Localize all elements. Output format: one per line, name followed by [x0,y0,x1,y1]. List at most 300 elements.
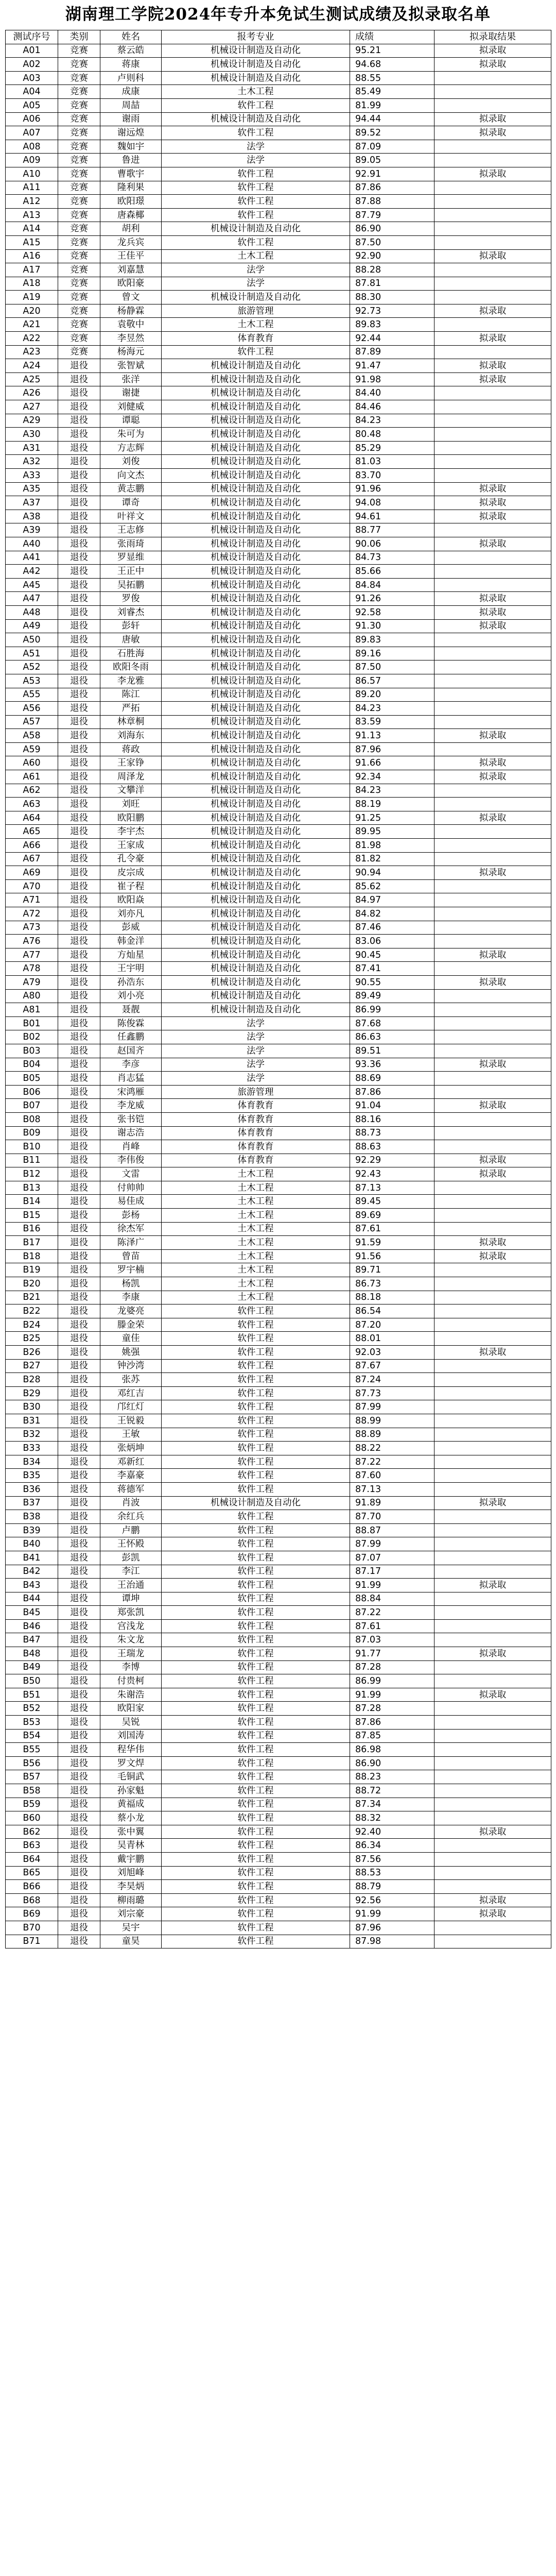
name-cell: 王正中 [100,565,162,579]
score-cell: 91.25 [350,811,435,825]
table-row [6,44,551,58]
score-cell: 87.70 [350,1510,435,1524]
table-row [6,893,551,907]
category-cell: 退役 [58,1154,100,1167]
result-cell [435,1318,551,1332]
name-cell: 彭轩 [100,619,162,633]
name-cell: 吴青林 [100,1839,162,1853]
table-row [6,1880,551,1894]
test-number-cell: B28 [6,1373,58,1387]
table-row [6,332,551,346]
result-cell: 拟录取 [435,1099,551,1113]
result-cell [435,263,551,277]
category-cell: 退役 [58,1428,100,1442]
table-row [6,1304,551,1318]
table-row [6,702,551,716]
test-number-cell: B19 [6,1263,58,1277]
category-cell: 退役 [58,1346,100,1360]
score-cell: 95.21 [350,44,435,58]
category-cell: 退役 [58,1716,100,1730]
table-row [6,1222,551,1236]
category-cell: 退役 [58,1359,100,1373]
name-cell: 李伟俊 [100,1154,162,1167]
score-cell: 88.32 [350,1811,435,1825]
major-cell: 机械设计制造及自动化 [162,770,350,784]
test-number-cell: A10 [6,167,58,181]
table-row [6,1112,551,1126]
name-cell: 王家铮 [100,756,162,770]
test-number-cell: B50 [6,1674,58,1688]
result-cell [435,1756,551,1770]
name-cell: 李昊炳 [100,1880,162,1894]
major-cell: 软件工程 [162,1606,350,1620]
major-cell: 软件工程 [162,1442,350,1455]
table-row [6,1784,551,1798]
test-number-cell: B65 [6,1866,58,1880]
name-cell: 任鑫鹏 [100,1030,162,1044]
test-number-cell: A33 [6,469,58,483]
category-cell: 竞赛 [58,332,100,346]
test-number-cell: B49 [6,1660,58,1674]
category-cell: 退役 [58,1702,100,1716]
category-cell: 退役 [58,510,100,523]
result-cell: 拟录取 [435,44,551,58]
table-row [6,715,551,729]
result-cell [435,208,551,222]
table-row [6,1181,551,1195]
name-cell: 王志修 [100,523,162,537]
major-cell: 软件工程 [162,1784,350,1798]
category-cell: 退役 [58,1523,100,1537]
table-row [6,1318,551,1332]
table-row [6,770,551,784]
table-row [6,1619,551,1633]
result-cell [435,1839,551,1853]
major-cell: 软件工程 [162,1551,350,1565]
name-cell: 欧阳冬雨 [100,660,162,674]
category-cell: 退役 [58,1907,100,1921]
result-cell [435,784,551,798]
result-cell [435,921,551,935]
test-number-cell: A13 [6,208,58,222]
score-cell: 91.77 [350,1647,435,1661]
score-cell: 81.82 [350,852,435,866]
score-cell: 89.51 [350,1044,435,1058]
score-cell: 92.43 [350,1167,435,1181]
score-cell: 87.61 [350,1619,435,1633]
name-cell: 唐森椰 [100,208,162,222]
major-cell: 机械设计制造及自动化 [162,400,350,414]
category-cell: 退役 [58,1003,100,1017]
result-cell: 拟录取 [435,304,551,318]
test-number-cell: B27 [6,1359,58,1373]
test-number-cell: A01 [6,44,58,58]
table-row [6,1674,551,1688]
table-row [6,1660,551,1674]
category-cell: 退役 [58,742,100,756]
name-cell: 宫浅龙 [100,1619,162,1633]
test-number-cell: B69 [6,1907,58,1921]
result-cell [435,455,551,469]
name-cell: 龙婆亮 [100,1304,162,1318]
category-cell: 退役 [58,605,100,619]
category-cell: 竞赛 [58,140,100,154]
major-cell: 软件工程 [162,1469,350,1483]
name-cell: 孙浩东 [100,975,162,989]
test-number-cell: A71 [6,893,58,907]
category-cell: 退役 [58,852,100,866]
category-cell: 退役 [58,633,100,647]
result-cell [435,469,551,483]
name-cell: 方灿星 [100,948,162,962]
table-row [6,1866,551,1880]
score-cell: 87.22 [350,1606,435,1620]
major-cell: 机械设计制造及自动化 [162,688,350,702]
table-row [6,455,551,469]
major-cell: 机械设计制造及自动化 [162,44,350,58]
table-row [6,975,551,989]
major-cell: 软件工程 [162,1565,350,1579]
test-number-cell: B39 [6,1523,58,1537]
score-cell: 86.73 [350,1277,435,1291]
score-cell: 81.99 [350,98,435,112]
category-cell: 退役 [58,1551,100,1565]
category-cell: 退役 [58,496,100,510]
major-cell: 机械设计制造及自动化 [162,441,350,455]
category-cell: 退役 [58,1140,100,1154]
header-cell: 成绩 [350,30,435,44]
score-cell: 85.29 [350,441,435,455]
result-cell [435,1921,551,1935]
table-row [6,879,551,893]
major-cell: 机械设计制造及自动化 [162,112,350,126]
name-cell: 曹歌宇 [100,167,162,181]
major-cell: 软件工程 [162,345,350,359]
major-cell: 土木工程 [162,1181,350,1195]
result-cell [435,1181,551,1195]
result-cell [435,674,551,688]
score-cell: 84.82 [350,907,435,921]
result-cell: 拟录取 [435,948,551,962]
result-cell [435,1770,551,1784]
test-number-cell: B14 [6,1195,58,1209]
result-cell: 拟录取 [435,126,551,140]
test-number-cell: A51 [6,647,58,660]
score-cell: 92.34 [350,770,435,784]
result-cell [435,1510,551,1524]
name-cell: 李宇杰 [100,825,162,839]
major-cell: 机械设计制造及自动化 [162,71,350,85]
table-row [6,592,551,606]
table-row [6,1455,551,1469]
table-row [6,1592,551,1606]
test-number-cell: A31 [6,441,58,455]
name-cell: 罗文焊 [100,1756,162,1770]
result-cell [435,839,551,853]
table-row [6,140,551,154]
test-number-cell: A79 [6,975,58,989]
score-cell: 85.62 [350,879,435,893]
major-cell: 软件工程 [162,1592,350,1606]
score-cell: 87.03 [350,1633,435,1647]
score-cell: 87.34 [350,1798,435,1811]
score-cell: 87.81 [350,277,435,291]
test-number-cell: B47 [6,1633,58,1647]
score-cell: 87.22 [350,1455,435,1469]
score-cell: 87.50 [350,235,435,249]
result-cell: 拟录取 [435,510,551,523]
test-number-cell: A64 [6,811,58,825]
table-row [6,1003,551,1017]
score-cell: 92.73 [350,304,435,318]
test-number-cell: B11 [6,1154,58,1167]
result-cell [435,702,551,716]
result-cell [435,715,551,729]
results-table [5,30,551,1948]
table-row [6,647,551,660]
name-cell: 朱文龙 [100,1633,162,1647]
test-number-cell: B55 [6,1743,58,1757]
major-cell: 机械设计制造及自动化 [162,414,350,428]
score-cell: 81.98 [350,839,435,853]
score-cell: 87.68 [350,1016,435,1030]
score-cell: 87.17 [350,1565,435,1579]
major-cell: 机械设计制造及自动化 [162,455,350,469]
score-cell: 88.01 [350,1332,435,1346]
category-cell: 退役 [58,1469,100,1483]
test-number-cell: A03 [6,71,58,85]
table-row [6,1770,551,1784]
category-cell: 退役 [58,1263,100,1277]
major-cell: 软件工程 [162,1414,350,1428]
name-cell: 文攀洋 [100,784,162,798]
name-cell: 吴拓鹏 [100,578,162,592]
category-cell: 退役 [58,1318,100,1332]
score-cell: 92.91 [350,167,435,181]
table-row [6,1798,551,1811]
table-row [6,866,551,880]
result-cell [435,1003,551,1017]
category-cell: 退役 [58,1619,100,1633]
test-number-cell: A11 [6,181,58,195]
name-cell: 卢鹏 [100,1523,162,1537]
score-cell: 87.86 [350,1085,435,1099]
name-cell: 李康 [100,1291,162,1304]
name-cell: 余红兵 [100,1510,162,1524]
name-cell: 曾文 [100,291,162,304]
test-number-cell: B32 [6,1428,58,1442]
score-cell: 85.49 [350,85,435,99]
score-cell: 92.56 [350,1893,435,1907]
score-cell: 94.68 [350,58,435,72]
name-cell: 石胜海 [100,647,162,660]
category-cell: 退役 [58,1647,100,1661]
table-row [6,1893,551,1907]
category-cell: 退役 [58,1195,100,1209]
major-cell: 旅游管理 [162,1085,350,1099]
test-number-cell: B09 [6,1126,58,1140]
name-cell: 张炳坤 [100,1442,162,1455]
result-cell [435,1030,551,1044]
test-number-cell: A05 [6,98,58,112]
table-row [6,1482,551,1496]
name-cell: 郑张凯 [100,1606,162,1620]
score-cell: 84.23 [350,702,435,716]
result-cell [435,578,551,592]
category-cell: 竞赛 [58,85,100,99]
result-cell: 拟录取 [435,975,551,989]
table-row [6,1702,551,1716]
name-cell: 黄福成 [100,1798,162,1811]
major-cell: 机械设计制造及自动化 [162,222,350,236]
score-cell: 89.71 [350,1263,435,1277]
category-cell: 退役 [58,660,100,674]
table-row [6,1469,551,1483]
category-cell: 退役 [58,1839,100,1853]
result-cell [435,935,551,948]
table-row [6,1442,551,1455]
score-cell: 91.13 [350,729,435,743]
category-cell: 退役 [58,1099,100,1113]
category-cell: 退役 [58,1729,100,1743]
category-cell: 退役 [58,1414,100,1428]
test-number-cell: A12 [6,195,58,209]
test-number-cell: B24 [6,1318,58,1332]
score-cell: 84.23 [350,414,435,428]
test-number-cell: A08 [6,140,58,154]
test-number-cell: A27 [6,400,58,414]
major-cell: 法学 [162,140,350,154]
score-cell: 87.99 [350,1400,435,1414]
table-header-row [6,30,551,44]
score-cell: 87.96 [350,1921,435,1935]
test-number-cell: A30 [6,428,58,442]
result-cell [435,1702,551,1716]
result-cell [435,1455,551,1469]
name-cell: 李博 [100,1660,162,1674]
result-cell [435,1482,551,1496]
major-cell: 机械设计制造及自动化 [162,619,350,633]
test-number-cell: B05 [6,1072,58,1086]
major-cell: 土木工程 [162,1263,350,1277]
category-cell: 退役 [58,1537,100,1551]
table-row [6,1209,551,1223]
major-cell: 机械设计制造及自动化 [162,523,350,537]
result-cell: 拟录取 [435,167,551,181]
result-cell [435,565,551,579]
category-cell: 退役 [58,1249,100,1263]
score-cell: 88.53 [350,1866,435,1880]
category-cell: 竞赛 [58,98,100,112]
score-cell: 88.19 [350,798,435,811]
score-cell: 90.45 [350,948,435,962]
table-row [6,1373,551,1387]
test-number-cell: A50 [6,633,58,647]
table-row [6,1852,551,1866]
major-cell: 土木工程 [162,85,350,99]
name-cell: 刘嘉慧 [100,263,162,277]
test-number-cell: A07 [6,126,58,140]
table-row [6,839,551,853]
score-cell: 91.96 [350,482,435,496]
category-cell: 退役 [58,1825,100,1839]
result-cell [435,798,551,811]
result-cell [435,1359,551,1373]
major-cell: 软件工程 [162,1482,350,1496]
category-cell: 退役 [58,565,100,579]
major-cell: 法学 [162,263,350,277]
table-row [6,1346,551,1360]
test-number-cell: B41 [6,1551,58,1565]
category-cell: 退役 [58,1784,100,1798]
table-row [6,1839,551,1853]
major-cell: 软件工程 [162,1332,350,1346]
result-cell: 拟录取 [435,1236,551,1250]
test-number-cell: A14 [6,222,58,236]
major-cell: 土木工程 [162,1277,350,1291]
result-cell [435,1729,551,1743]
test-number-cell: B60 [6,1811,58,1825]
table-row [6,907,551,921]
score-cell: 88.72 [350,1784,435,1798]
result-cell [435,1277,551,1291]
name-cell: 谢志浩 [100,1126,162,1140]
score-cell: 88.79 [350,1880,435,1894]
name-cell: 王佳平 [100,249,162,263]
result-cell [435,1523,551,1537]
table-row [6,1756,551,1770]
result-cell [435,1072,551,1086]
score-cell: 87.28 [350,1702,435,1716]
category-cell: 退役 [58,1455,100,1469]
test-number-cell: A02 [6,58,58,72]
category-cell: 退役 [58,428,100,442]
test-number-cell: A70 [6,879,58,893]
score-cell: 87.89 [350,345,435,359]
result-cell [435,1880,551,1894]
category-cell: 退役 [58,756,100,770]
score-cell: 84.84 [350,578,435,592]
score-cell: 93.36 [350,1058,435,1072]
test-number-cell: A32 [6,455,58,469]
name-cell: 杨凯 [100,1277,162,1291]
category-cell: 竞赛 [58,235,100,249]
result-cell [435,195,551,209]
score-cell: 92.90 [350,249,435,263]
major-cell: 机械设计制造及自动化 [162,58,350,72]
test-number-cell: A16 [6,249,58,263]
category-cell: 退役 [58,469,100,483]
result-cell: 拟录取 [435,811,551,825]
name-cell: 聂靓 [100,1003,162,1017]
result-cell [435,1852,551,1866]
score-cell: 87.07 [350,1551,435,1565]
name-cell: 严拓 [100,702,162,716]
major-cell: 软件工程 [162,1455,350,1469]
category-cell: 竞赛 [58,208,100,222]
test-number-cell: B15 [6,1209,58,1223]
table-row [6,1126,551,1140]
result-cell [435,1537,551,1551]
major-cell: 土木工程 [162,1222,350,1236]
name-cell: 陈江 [100,688,162,702]
category-cell: 退役 [58,1277,100,1291]
score-cell: 83.59 [350,715,435,729]
name-cell: 杨海元 [100,345,162,359]
result-cell [435,1442,551,1455]
result-cell [435,414,551,428]
result-cell [435,1743,551,1757]
